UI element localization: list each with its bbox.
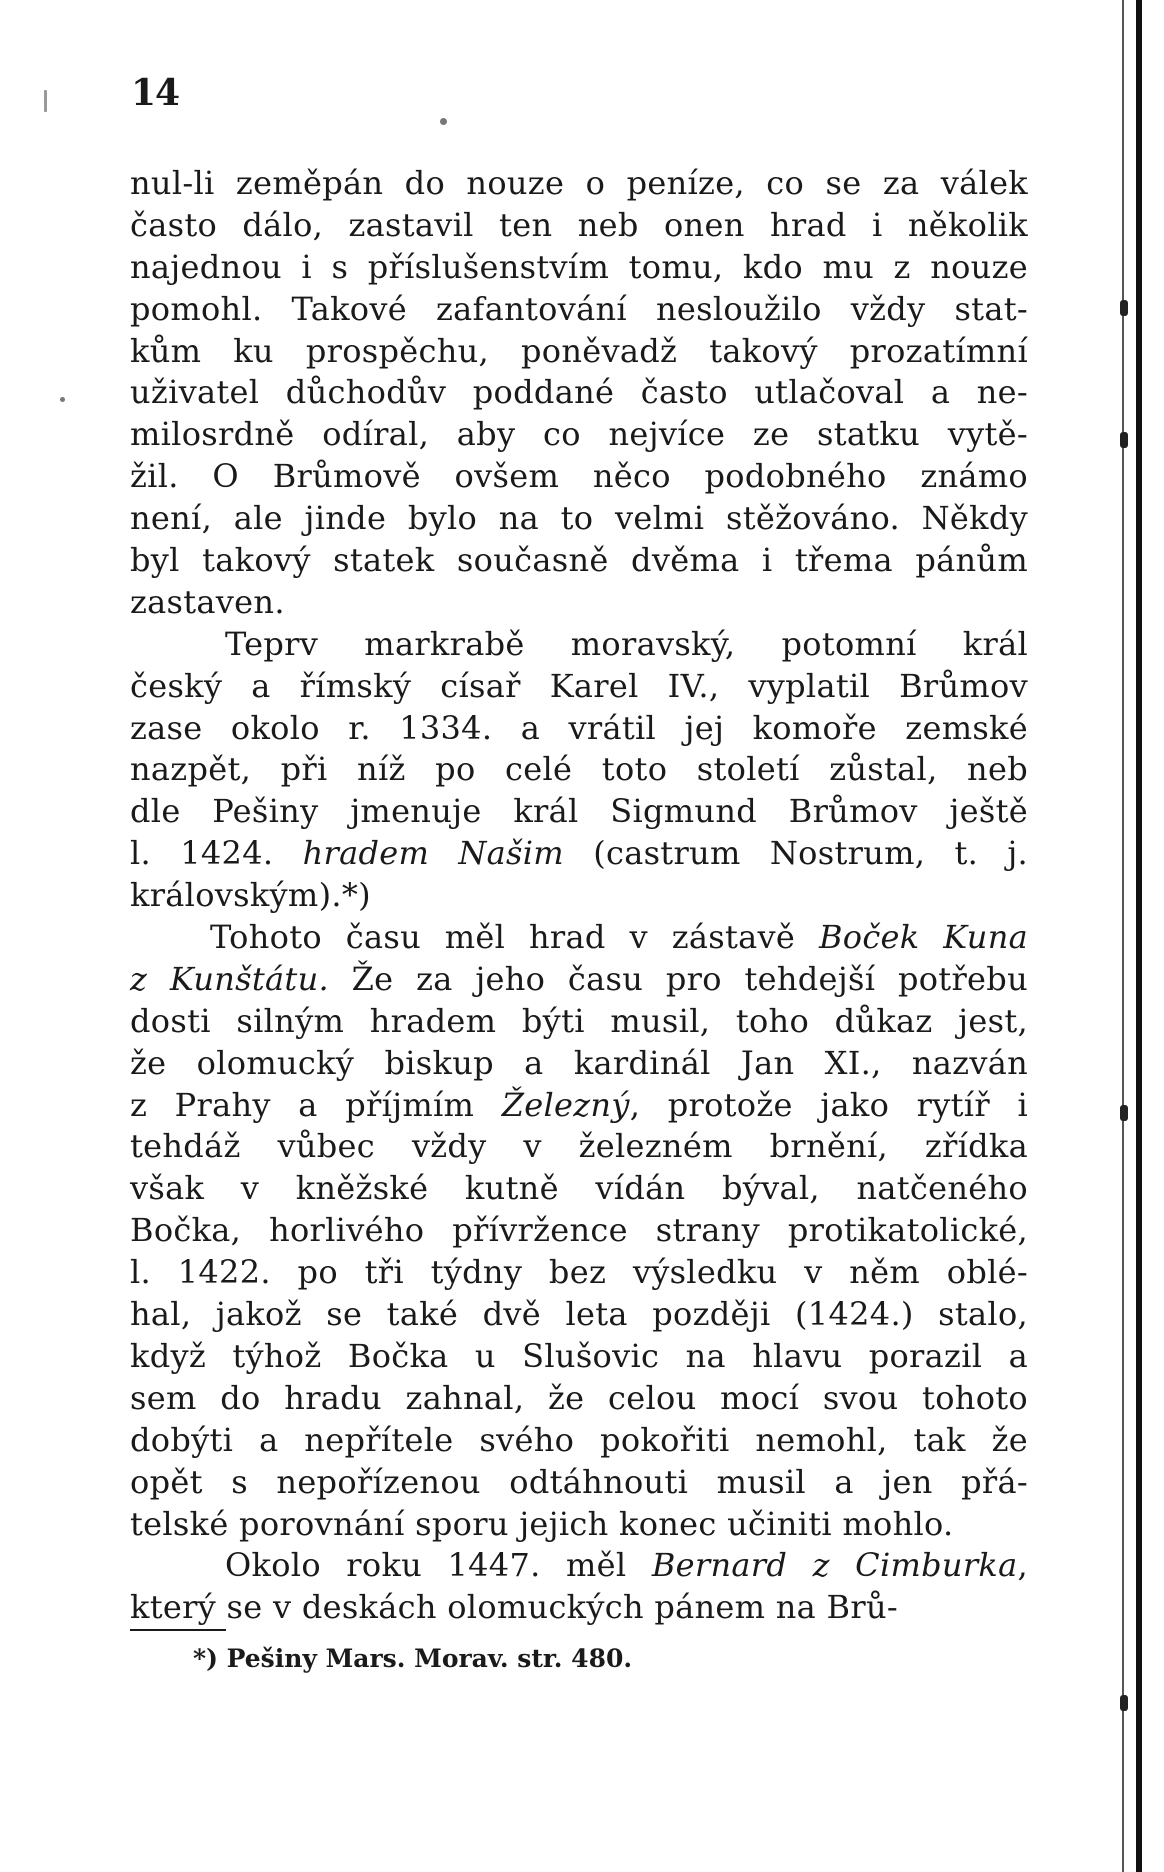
- text-line: [130, 624, 1028, 666]
- text-segment: (castrum Nostrum, t. j.: [563, 834, 1029, 873]
- text-segment: dosti silným hradem býti musil, toho důkaz jest,: [130, 1001, 1028, 1040]
- text-line: [130, 1001, 1028, 1043]
- text-segment: dobýti a nepřítele svého pokořiti nemohl, tak že: [130, 1420, 1028, 1459]
- text-line: [130, 1210, 1028, 1252]
- text-segment: , protože jako rytíř i: [629, 1085, 1028, 1124]
- stray-mark: [60, 397, 65, 402]
- text-segment: však v kněžské kutně vídán býval, natčeného: [130, 1169, 1028, 1208]
- text-line: [130, 1587, 1028, 1629]
- italic-text: z Kunštátu.: [130, 959, 329, 998]
- stray-mark: [440, 118, 447, 125]
- body-text: [130, 163, 1028, 1629]
- text-line: [130, 1252, 1028, 1294]
- text-line: [130, 1462, 1028, 1504]
- text-line: [130, 875, 1028, 917]
- text-segment: žil. O Brůmově ovšem něco podobného známo: [130, 457, 1028, 496]
- text-line: [130, 749, 1028, 791]
- text-line: [130, 289, 1028, 331]
- text-line: [130, 833, 1028, 875]
- text-line: [130, 708, 1028, 750]
- text-segment: milosrdně odíral, aby co nejvíce ze statku vytě-: [130, 415, 1028, 454]
- text-segment: nazpět, při níž po celé toto století zůstal, neb: [130, 750, 1028, 789]
- text-segment: Okolo roku 1447. měl: [225, 1546, 652, 1585]
- text-line: [130, 1336, 1028, 1378]
- edge-mark: [1120, 300, 1128, 316]
- text-segment: ,: [1017, 1546, 1028, 1585]
- text-segment: najednou i s příslušenstvím tomu, kdo mu z nouze: [130, 247, 1028, 286]
- text-line: [130, 163, 1028, 205]
- text-segment: sem do hradu zahnal, že celou mocí svou tohoto: [130, 1378, 1028, 1417]
- page-number: 14: [131, 72, 180, 114]
- text-line: [130, 1168, 1028, 1210]
- text-segment: nul-li zeměpán do nouze o peníze, co se za válek: [130, 164, 1028, 202]
- footnote: *) Pešiny Mars. Morav. str. 480.: [193, 1644, 633, 1673]
- page-edge-outer-line: [1136, 0, 1142, 1872]
- text-segment: český a římský císař Karel IV., vyplatil Brůmov: [130, 666, 1028, 705]
- text-line: [130, 1420, 1028, 1462]
- edge-mark: [1120, 1695, 1128, 1711]
- text-line: [130, 1294, 1028, 1336]
- text-segment: zase okolo r. 1334. a vrátil jej komoře zemské: [130, 708, 1028, 747]
- text-segment: Bočka, horlivého přívržence strany protikatolické,: [130, 1211, 1028, 1250]
- text-segment: který se v deskách olomuckých pánem na Brů-: [130, 1588, 898, 1627]
- stray-mark: [44, 90, 47, 112]
- italic-text: Železný: [501, 1085, 630, 1124]
- text-line: [130, 331, 1028, 373]
- paragraph: [130, 1545, 1028, 1629]
- text-segment: zastaven.: [130, 582, 285, 621]
- paragraph: [130, 163, 1028, 624]
- text-segment: opět s nepořízenou odtáhnouti musil a jen přá-: [130, 1462, 1028, 1501]
- text-line: [130, 540, 1028, 582]
- text-segment: kům ku prospěchu, poněvadž takový prozatímní: [130, 331, 1028, 370]
- text-line: [130, 917, 1028, 959]
- text-segment: telské porovnání sporu jejich konec učiniti mohlo.: [130, 1504, 954, 1543]
- text-segment: Tohoto času měl hrad v zástavě: [210, 918, 819, 957]
- text-line: [130, 582, 1028, 624]
- text-segment: pomohl. Takové zafantování nesloužilo vždy stat-: [130, 289, 1028, 328]
- paragraph: [130, 917, 1028, 1545]
- text-segment: l. 1422. po tři týdny bez výsledku v něm oblé-: [130, 1253, 1028, 1292]
- italic-text: Boček Kuna: [818, 918, 1029, 957]
- text-line: [130, 1085, 1028, 1127]
- footnote-rule: [130, 1629, 226, 1631]
- text-segment: Teprv markrabě moravský, potomní král: [225, 624, 1028, 663]
- text-segment: uživatel důchodův poddané často utlačoval a ne-: [130, 373, 1028, 412]
- italic-text: Bernard z Cimburka: [651, 1546, 1018, 1585]
- text-line: [130, 1545, 1028, 1587]
- text-segment: z Prahy a příjmím: [130, 1085, 502, 1124]
- text-segment: Že za jeho času pro tehdejší potřebu: [328, 959, 1028, 998]
- text-segment: často dálo, zastavil ten neb onen hrad i několik: [130, 205, 1028, 244]
- text-segment: l. 1424.: [130, 834, 303, 873]
- text-line: [130, 791, 1028, 833]
- text-line: [130, 456, 1028, 498]
- text-segment: že olomucký biskup a kardinál Jan XI., nazván: [130, 1043, 1028, 1082]
- page-edge: [1122, 0, 1164, 1872]
- text-line: [130, 1043, 1028, 1085]
- text-segment: není, ale jinde bylo na to velmi stěžováno. Někdy: [130, 499, 1028, 538]
- text-line: [130, 247, 1028, 289]
- text-segment: tehdáž vůbec vždy v železném brnění, zřídka: [130, 1127, 1028, 1166]
- page-edge-inner-line: [1122, 0, 1124, 1872]
- text-line: [130, 959, 1028, 1001]
- text-line: [130, 1504, 1028, 1546]
- text-line: [130, 1378, 1028, 1420]
- text-line: [130, 372, 1028, 414]
- text-segment: byl takový statek současně dvěma i třema pánům: [130, 541, 1028, 580]
- text-line: [130, 414, 1028, 456]
- text-line: [130, 205, 1028, 247]
- edge-mark: [1120, 1105, 1128, 1121]
- text-segment: když týhož Bočka u Slušovic na hlavu porazil a: [130, 1336, 1028, 1375]
- edge-mark: [1120, 432, 1128, 448]
- text-segment: hal, jakož se také dvě leta později (1424.) stalo,: [130, 1295, 1028, 1334]
- text-line: [130, 1126, 1028, 1168]
- text-segment: královským).*): [130, 876, 371, 915]
- italic-text: hradem Našim: [302, 834, 564, 873]
- text-segment: dle Pešiny jmenuje král Sigmund Brůmov ještě: [130, 792, 1028, 831]
- text-line: [130, 666, 1028, 708]
- paragraph: [130, 624, 1028, 917]
- text-line: [130, 498, 1028, 540]
